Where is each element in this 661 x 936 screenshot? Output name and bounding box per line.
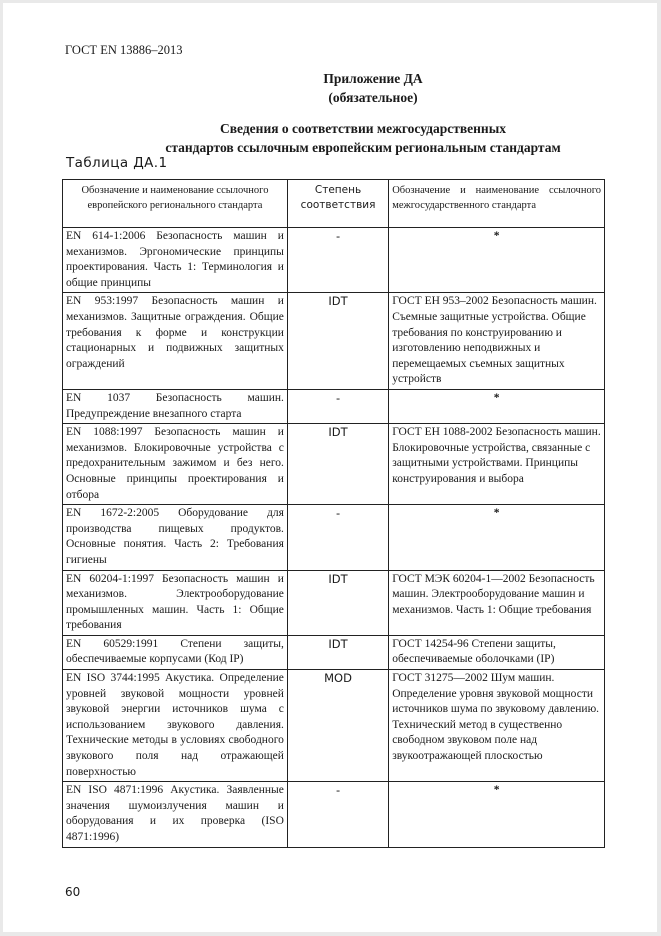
cell-ref: EN 614-1:2006 Безопасность машин и механизмов. Эргономические принципы проектирования. Часть 1: Терминология и общие принципы bbox=[63, 228, 288, 293]
column-header-interstate-standard: Обозначение и наименование ссылочного межгосударственного стандарта bbox=[389, 180, 605, 228]
cell-gost: * bbox=[389, 505, 605, 570]
table-row bbox=[63, 424, 605, 505]
cell-ref: EN 1672-2:2005 Оборудование для производства пищевых продуктов. Основные понятия. Часть 2: Требования гигиены bbox=[63, 505, 288, 570]
cell-gost: * bbox=[389, 228, 605, 293]
cell-degree: - bbox=[287, 782, 388, 847]
section-heading-line-2: стандартов ссылочным европейским региональным стандартам bbox=[165, 140, 561, 155]
cell-ref: EN 1037 Безопасность машин. Предупреждение внезапного старта bbox=[63, 389, 288, 423]
cell-ref: EN 953:1997 Безопасность машин и механизмов. Защитные ограждения. Общие требования к форме и конструкции стационарных и подвижных защитных ограждений bbox=[63, 293, 288, 390]
cell-degree: IDT bbox=[287, 424, 388, 505]
appendix-block bbox=[303, 69, 443, 107]
table-header-row bbox=[63, 180, 605, 228]
cell-gost: ГОСТ 14254-96 Степени защиты, обеспечиваемые оболочками (IP) bbox=[389, 635, 605, 669]
section-heading bbox=[123, 119, 603, 157]
table-caption: Таблица ДА.1 bbox=[66, 155, 168, 171]
table-row bbox=[63, 228, 605, 293]
table-row bbox=[63, 293, 605, 390]
table-row bbox=[63, 670, 605, 782]
correspondence-table bbox=[62, 179, 605, 848]
appendix-title: Приложение ДА bbox=[323, 71, 423, 86]
column-header-european-standard: Обозначение и наименование ссылочного европейского регионального стандарта bbox=[63, 180, 288, 228]
cell-gost: ГОСТ 31275—2002 Шум машин. Определение уровня звуковой мощности источников шума по звуковому давлению. Технический метод в существенно свободном звуковом поле над звукоотражающей плоскостью bbox=[389, 670, 605, 782]
document-page bbox=[3, 3, 657, 932]
cell-ref: EN 1088:1997 Безопасность машин и механизмов. Блокировочные устройства с предохранительным зажимом и без него. Основные принципы проектирования и отбора bbox=[63, 424, 288, 505]
cell-degree: - bbox=[287, 505, 388, 570]
cell-gost: ГОСТ ЕН 1088-2002 Безопасность машин. Блокировочные устройства, связанные с защитными устройствами. Принципы конструирования и выбора bbox=[389, 424, 605, 505]
cell-gost: * bbox=[389, 389, 605, 423]
table-row bbox=[63, 570, 605, 635]
cell-degree: IDT bbox=[287, 635, 388, 669]
cell-degree: - bbox=[287, 228, 388, 293]
column-header-degree: Степень соответствия bbox=[287, 180, 388, 228]
cell-degree: - bbox=[287, 389, 388, 423]
page-number: 60 bbox=[65, 885, 81, 899]
appendix-subtitle: (обязательное) bbox=[328, 90, 418, 105]
cell-gost: ГОСТ МЭК 60204-1—2002 Безопасность машин. Электрооборудование машин и механизмов. Часть 1: Общие требования bbox=[389, 570, 605, 635]
standard-code: ГОСТ EN 13886–2013 bbox=[65, 43, 183, 57]
cell-ref: EN 60204-1:1997 Безопасность машин и механизмов. Электрооборудование промышленных машин. Часть 1: Общие требования bbox=[63, 570, 288, 635]
table-row bbox=[63, 635, 605, 669]
cell-degree: MOD bbox=[287, 670, 388, 782]
cell-ref: EN 60529:1991 Степени защиты, обеспечиваемые корпусами (Код IP) bbox=[63, 635, 288, 669]
cell-gost: * bbox=[389, 782, 605, 847]
cell-gost: ГОСТ ЕН 953–2002 Безопасность машин. Съемные защитные устройства. Общие требования по конструированию и изготовлению неподвижных и перемещаемых съемных защитных устройств bbox=[389, 293, 605, 390]
cell-degree: IDT bbox=[287, 570, 388, 635]
table-row bbox=[63, 505, 605, 570]
table-row bbox=[63, 782, 605, 847]
cell-ref: EN ISO 3744:1995 Акустика. Определение уровней звуковой мощности уровней звуковой энергии источников шума с использованием звукового давления. Технические методы в условиях свободного звукового поля над отражающей поверхностью bbox=[63, 670, 288, 782]
table-row bbox=[63, 389, 605, 423]
cell-ref: EN ISO 4871:1996 Акустика. Заявленные значения шумоизлучения машин и оборудования и их проверка (ISO 4871:1996) bbox=[63, 782, 288, 847]
section-heading-line-1: Сведения о соответствии межгосударственных bbox=[220, 121, 506, 136]
cell-degree: IDT bbox=[287, 293, 388, 390]
